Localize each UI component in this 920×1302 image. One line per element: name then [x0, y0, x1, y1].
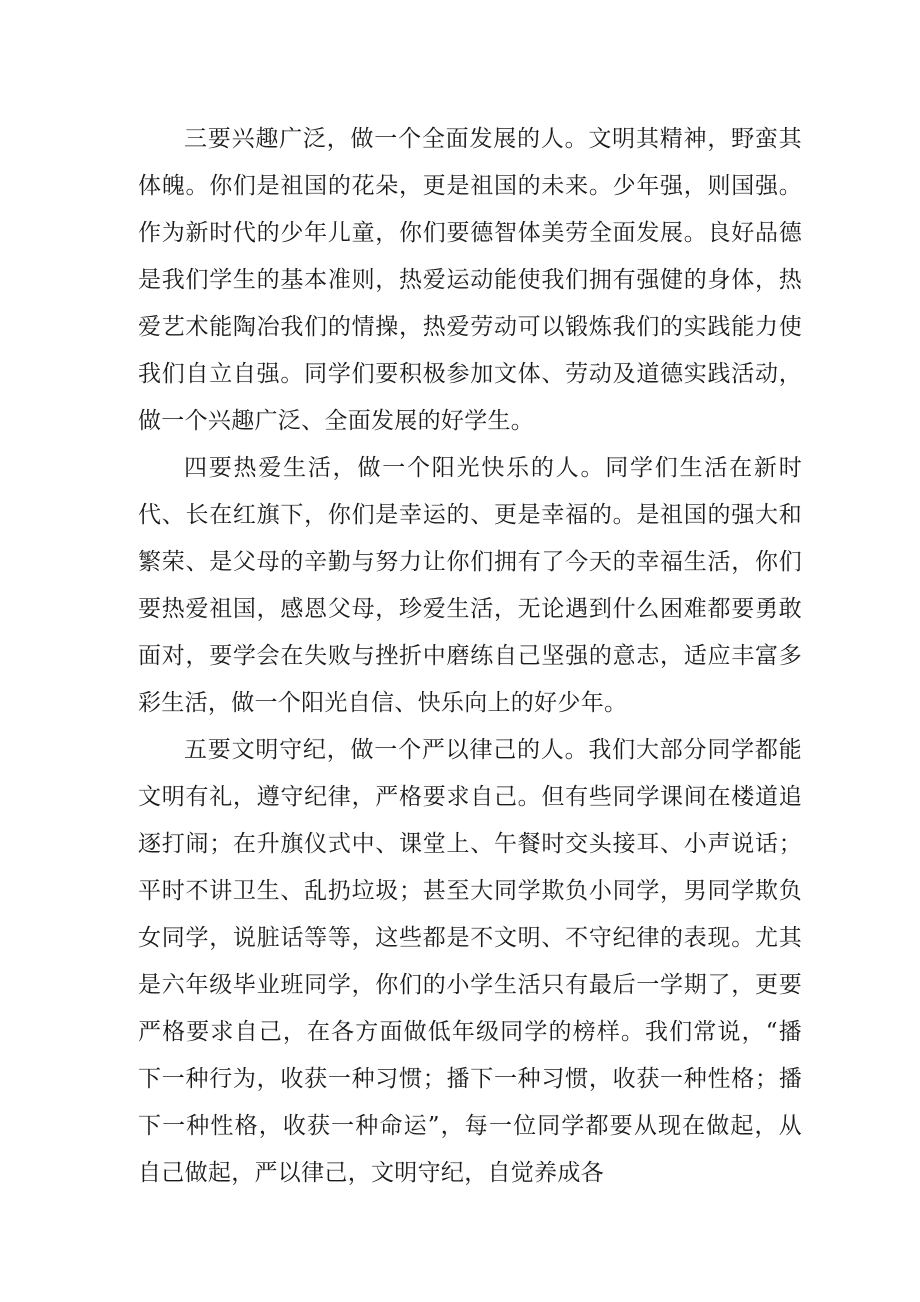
document-body [138, 116, 802, 1197]
paragraph-discipline: 五要文明守纪，做一个严以律己的人。我们大部分同学都能文明有礼，遵守纪律，严格要求自己。但有些同学课间在楼道追逐打闹；在升旗仪式中、课堂上、午餐时交头接耳、小声说话；平时不讲卫生、乱扔垃圾；甚至大同学欺负小同学，男同学欺负女同学，说脏话等等，这些都是不文明、不守纪律的表现。尤其是六年级毕业班同学，你们的小学生活只有最后一学期了，更要严格要求自己，在各方面做低年级同学的榜样。我们常说，“播下一种行为，收获一种习惯；播下一种习惯，收获一种性格；播下一种性格，收获一种命运”，每一位同学都要从现在做起，从自己做起，严以律己，文明守纪，自觉养成各 [138, 737, 802, 1186]
paragraph-interests: 三要兴趣广泛，做一个全面发展的人。文明其精神，野蛮其体魄。你们是祖国的花朵，更是祖国的未来。少年强，则国强。作为新时代的少年儿童，你们要德智体美劳全面发展。良好品德是我们学生的基本准则，热爱运动能使我们拥有强健的身体，热爱艺术能陶冶我们的情操，热爱劳动可以锻炼我们的实践能力使我们自立自强。同学们要积极参加文体、劳动及道德实践活动，做一个兴趣广泛、全面发展的好学生。 [138, 126, 802, 434]
paragraph-love-life: 四要热爱生活，做一个阳光快乐的人。同学们生活在新时代、长在红旗下，你们是幸运的、更是幸福的。是祖国的强大和繁荣、是父母的辛勤与努力让你们拥有了今天的幸福生活，你们要热爱祖国，感恩父母，珍爱生活，无论遇到什么困难都要勇敢面对，要学会在失败与挫折中磨练自己坚强的意志，适应丰富多彩生活，做一个阳光自信、快乐向上的好少年。 [138, 455, 802, 716]
